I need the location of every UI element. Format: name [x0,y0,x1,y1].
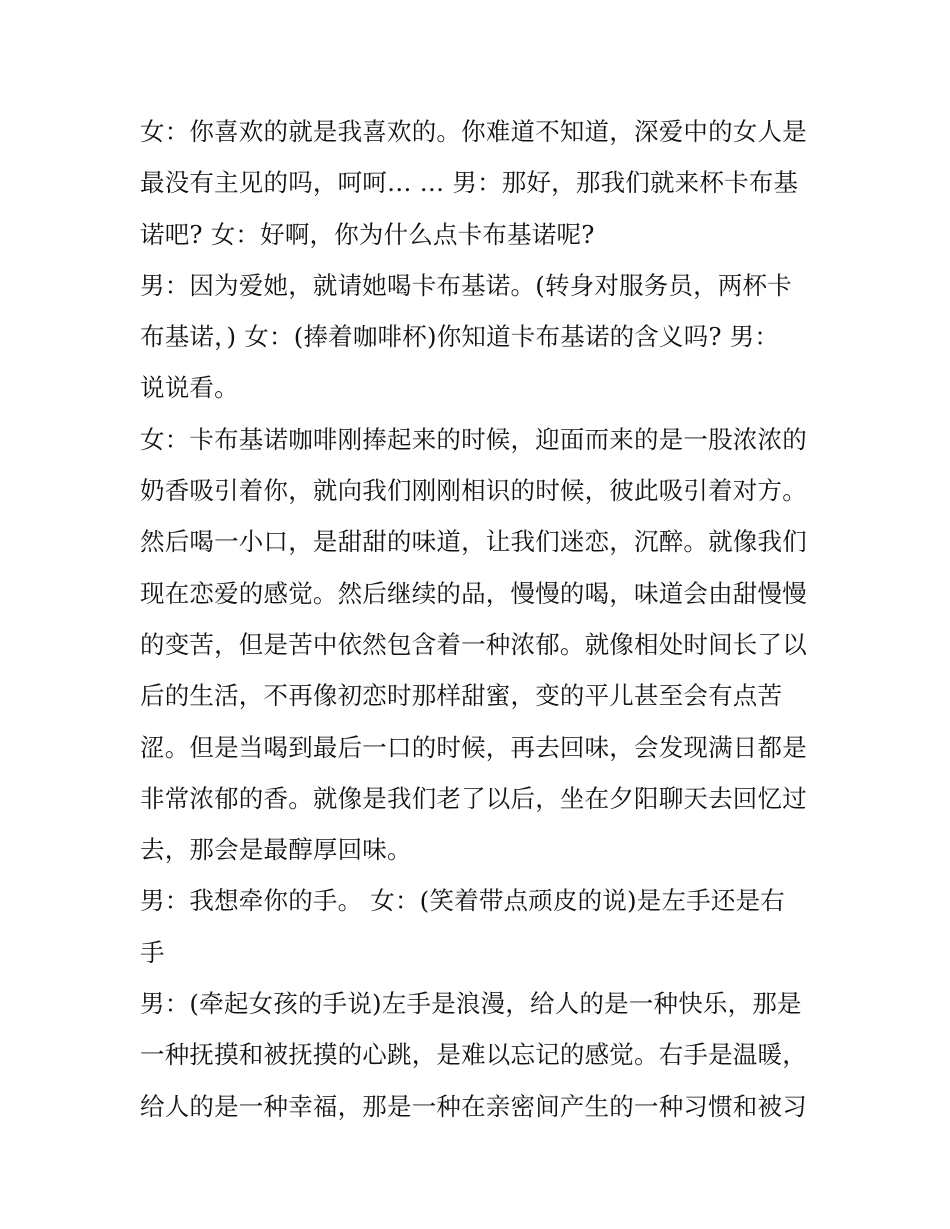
text-line: 去，那会是最醇厚回味。 [140,835,412,865]
text-line: 布基诺，) 女：(捧着咖啡杯)你知道卡布基诺的含义吗? 男： [140,322,780,352]
text-line: 男：(牵起女孩的手说)左手是浪漫，给人的是一种快乐，那是 [140,989,802,1019]
text-line: 涩。但是当喝到最后一口的时候，再去回味，会发现满日都是 [140,732,807,762]
text-line: 现在恋爱的感觉。然后继续的品，慢慢的喝，味道会由甜慢慢 [140,578,807,608]
text-line: 一种抚摸和被抚摸的心跳，是难以忘记的感觉。右手是温暖， [140,1040,807,1070]
text-line: 女：你喜欢的就是我喜欢的。你难道不知道，深爱中的女人是 [140,117,807,146]
text-line: 男：我想牵你的手。 女：(笑着带点顽皮的说)是左手还是右 [140,886,786,916]
text-line: 后的生活，不再像初恋时那样甜蜜，变的平儿甚至会有点苦 [140,681,783,711]
text-line: 非常浓郁的香。就像是我们老了以后，坐在夕阳聊天去回忆过 [140,783,807,813]
text-line: 然后喝一小口，是甜甜的味道，让我们迷恋，沉醉。就像我们 [140,527,807,557]
text-line: 的变苦，但是苦中依然包含着一种浓郁。就像相处时间长了以 [140,629,807,659]
text-line: 手 [140,937,165,967]
text-line: 女：卡布基诺咖啡刚捧起来的时候，迎面而来的是一股浓浓的 [140,424,807,454]
text-line: 最没有主见的吗，呵呵… … 男：那好，那我们就来杯卡布基 [140,168,799,198]
text-line: 诺吧? 女：好啊，你为什么点卡布基诺呢? [140,219,595,249]
text-line: 奶香吸引着你，就向我们刚刚相识的时候，彼此吸引着对方。 [140,476,807,506]
text-line: 给人的是一种幸福，那是一种在亲密间产生的一种习惯和被习 [140,1091,807,1121]
text-line: 男：因为爱她，就请她喝卡布基诺。(转身对服务员，两杯卡 [140,270,792,300]
text-line: 说说看。 [140,373,239,403]
document-body [140,106,820,1132]
